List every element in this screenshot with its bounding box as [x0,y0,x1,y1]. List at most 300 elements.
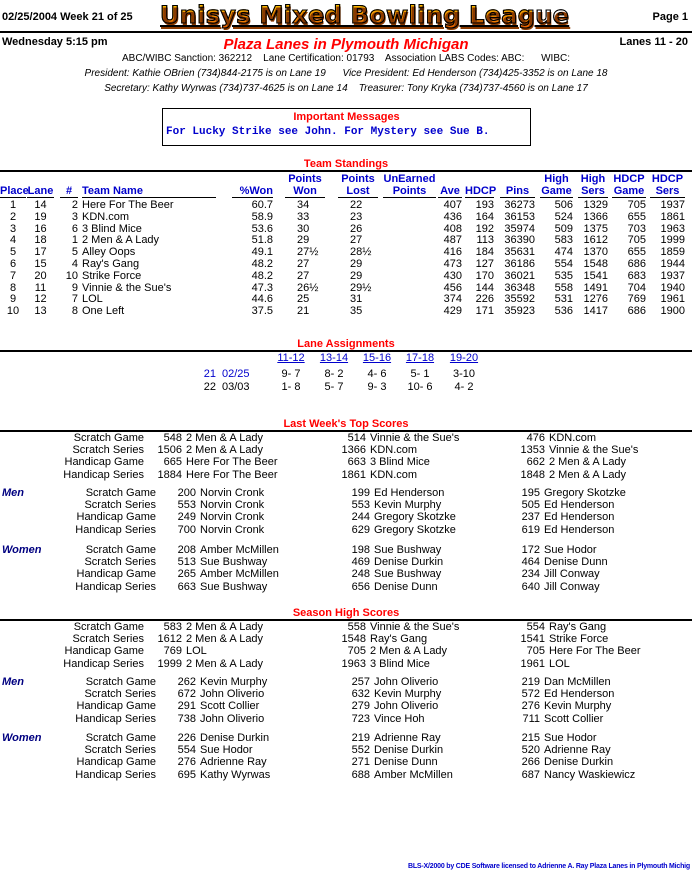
score-value: 711 [522,712,540,725]
col-underline-lane [27,197,54,198]
cell-pins: 35923 [504,305,535,318]
score-value: 219 [521,676,540,688]
cell-num: 1 [71,234,78,247]
season-high-title: Season High Scores [292,607,400,619]
cell-won: 25 [297,293,310,306]
cell-pct: 53.6 [251,222,273,235]
officers-line-1: President: Kathie OBrien (734)844-2175 is on Lane 19 Vice President: Ed Henderson (734)425-3352 is on Lane 18 [84,68,608,79]
cell-lost: 23 [350,210,363,223]
score-value: 248 [351,568,370,581]
cell-hdcp: 226 [475,293,494,306]
score-holder: Norvin Cronk [200,487,265,499]
match-pairing: 4- 2 [454,381,474,393]
score-holder: John Oliverio [200,688,265,701]
score-holder: Ray's Gang [370,633,428,646]
score-value: 583 [163,621,182,633]
score-holder: Sue Hodor [200,744,253,757]
score-value: 1999 [157,657,182,670]
cell-hdcp: 144 [475,281,494,294]
week-date: 03/03 [222,381,250,393]
score-category: Handicap Series [63,657,144,670]
score-category: Handicap Game [76,700,156,713]
cell-won: 26½ [297,281,319,294]
cell-ave: 408 [443,222,462,235]
score-category: Handicap Series [75,523,156,536]
score-holder: LOL [549,657,570,670]
week-number: 21 [203,368,216,380]
score-category: Scratch Game [73,432,144,444]
score-value: 513 [177,556,196,569]
score-value: 1848 [520,468,545,481]
score-value: 249 [177,511,196,524]
messages-text: For Lucky Strike see John. For Mystery see Sue B. [166,126,490,138]
col-header-place: Place [0,185,29,197]
score-holder: Amber McMillen [200,544,279,556]
gender-label: Women [2,732,42,744]
score-value: 665 [163,456,182,469]
col-header-hds-top: HDCP [651,173,684,185]
score-holder: Vince Hoh [374,712,425,725]
gender-label: Men [2,676,24,688]
score-value: 200 [177,487,196,499]
score-value: 738 [177,712,196,725]
cell-hg: 583 [554,234,573,247]
cell-won: 29 [297,234,310,247]
cell-hg: 531 [554,293,573,306]
score-value: 663 [347,456,366,469]
match-pairing: 4- 6 [367,368,387,380]
col-header-hg-top: High [544,173,569,185]
cell-pins: 36153 [504,210,535,223]
score-value: 276 [177,756,196,769]
score-value: 195 [521,487,540,499]
col-underline-hdcp [465,197,494,198]
cell-place: 8 [9,281,17,294]
cell-hs: 1366 [583,210,608,223]
cell-pct: 44.6 [251,293,273,306]
score-holder: Gregory Skotzke [374,523,456,536]
cell-hdcp: 127 [475,258,494,270]
cell-hg: 535 [554,269,573,282]
cell-ave: 416 [443,246,462,259]
cell-pins: 36390 [504,234,535,247]
cell-hdcp: 170 [475,269,494,282]
score-holder: Sue Hodor [544,544,597,556]
cell-hdg: 703 [627,222,646,235]
score-value: 1548 [341,633,366,646]
score-holder: Sue Bushway [374,544,442,556]
cell-hds: 1944 [660,258,685,270]
score-holder: KDN.com [370,468,418,481]
cell-team: Alley Oops [82,246,136,259]
cell-pct: 48.2 [251,269,273,282]
lane-assignments-title: Lane Assignments [297,338,395,350]
score-category: Handicap Game [76,568,156,581]
cell-ave: 429 [443,305,462,318]
cell-team: KDN.com [82,210,130,223]
score-category: Handicap Game [76,511,156,524]
cell-hs: 1491 [583,281,608,294]
cell-place: 9 [9,293,17,306]
cell-pins: 36273 [504,199,535,211]
score-value: 520 [521,744,540,757]
score-value: 1353 [520,444,545,457]
important-messages-box [162,108,531,146]
cell-lost: 29½ [350,281,372,294]
score-holder: 2 Men & A Lady [370,645,448,658]
cell-hds: 1937 [660,199,685,211]
messages-title: Important Messages [293,111,400,123]
last-week-title: Last Week's Top Scores [283,418,409,430]
score-value: 1541 [520,633,545,646]
score-value: 208 [177,544,196,556]
score-holder: Amber McMillen [200,568,279,581]
lane-pair-header: 11-12 [277,352,305,364]
cell-num: 4 [71,258,78,270]
score-value: 723 [351,712,370,725]
score-holder: Kevin Murphy [200,676,268,688]
cell-lane: 16 [34,222,47,235]
cell-hdg: 705 [627,199,646,211]
cell-place: 5 [9,246,17,259]
col-header-num: # [65,185,73,197]
page-number: Page 1 [652,11,688,23]
score-category: Scratch Game [73,621,144,633]
score-value: 632 [351,688,370,701]
cell-place: 7 [9,269,17,282]
score-value: 291 [177,700,196,713]
cell-num: 5 [71,246,78,259]
cell-hg: 524 [554,210,573,223]
score-holder: 3 Blind Mice [370,456,430,469]
cell-ave: 407 [443,199,462,211]
score-holder: Denise Dunn [374,756,438,769]
score-value: 1612 [157,633,182,646]
col-header-unearned-top: UnEarned [383,173,436,185]
col-header-pct: %Won [239,185,273,197]
col-underline-place [0,197,26,198]
col-header-hdg-top: HDCP [613,173,645,185]
cell-hs: 1612 [583,234,608,247]
score-holder: Vinnie & the Sue's [370,432,460,444]
col-underline-team [82,197,216,198]
col-underline-hg [540,197,573,198]
score-holder: Dan McMillen [544,676,611,688]
score-value: 234 [521,568,540,581]
col-underline-hs [578,197,608,198]
cell-team: Strike Force [82,269,142,282]
score-value: 554 [177,744,196,757]
score-category: Handicap Series [75,768,156,781]
score-category: Handicap Game [64,456,144,469]
col-header-hdcp: HDCP [465,185,497,197]
cell-team: Ray's Gang [82,258,140,270]
score-value: 700 [177,523,196,536]
score-holder: Jill Conway [544,568,600,581]
cell-num: 3 [71,210,78,223]
score-holder: Gregory Skotzke [544,487,626,499]
col-header-hdg: Game [613,185,645,197]
score-holder: Ed Henderson [544,688,615,701]
score-value: 1861 [341,468,366,481]
score-holder: Adrienne Ray [200,756,267,769]
score-holder: Adrienne Ray [544,744,611,757]
lanes-range: Lanes 11 - 20 [619,36,688,48]
col-header-unearned: Points [392,185,427,197]
cell-hg: 558 [554,281,573,294]
score-holder: Kevin Murphy [544,700,612,713]
score-category: Handicap Series [75,580,156,593]
cell-hds: 1900 [660,305,685,318]
header-divider [0,31,692,33]
score-category: Scratch Game [85,732,156,744]
cell-hs: 1375 [583,222,608,235]
score-holder: Nancy Waskiewicz [544,768,636,781]
day-time: Wednesday 5:15 pm [2,36,108,48]
col-header-won: Won [293,185,317,197]
cell-won: 33 [297,210,310,223]
score-value: 514 [347,432,366,444]
cell-pins: 35631 [504,246,535,259]
match-pairing: 5- 7 [324,381,344,393]
software-footer: BLS-X/2000 by CDE Software licensed to Adrienne A. Ray Plaza Lanes in Plymouth Michig [408,863,690,870]
score-holder: 2 Men & A Lady [186,657,264,670]
col-underline-unearned [383,197,436,198]
cell-lane: 11 [34,281,47,294]
score-value: 215 [521,732,540,744]
cell-place: 4 [9,234,17,247]
cell-hdg: 686 [627,258,646,270]
col-header-lane: Lane [27,185,54,197]
score-value: 769 [163,645,182,658]
cell-hdcp: 184 [475,246,494,259]
cell-hdg: 683 [627,269,646,282]
cell-hs: 1541 [583,269,608,282]
score-value: 1961 [520,657,545,670]
score-holder: Sue Bushway [374,568,442,581]
score-value: 1506 [157,444,182,457]
cell-place: 6 [9,258,17,270]
score-category: Handicap Series [75,712,156,725]
cell-ave: 487 [443,234,462,247]
cell-lane: 19 [34,210,47,223]
lane-pair-header: 17-18 [405,352,435,364]
cell-pins: 36186 [504,258,535,270]
officers-line-2: Secretary: Kathy Wyrwas (734)737-4625 is on Lane 14 Treasurer: Tony Kryka (734)737-4560 is on Lane 17 [104,83,588,94]
score-holder: Strike Force [549,633,609,646]
col-header-hg: Game [541,185,572,197]
cell-ave: 473 [443,258,462,270]
score-value: 1884 [157,468,182,481]
cell-hg: 509 [554,222,573,235]
cell-hdg: 655 [627,210,646,223]
cell-hds: 1861 [660,210,685,223]
score-category: Handicap Game [64,645,144,658]
cell-hg: 506 [554,199,573,211]
score-holder: 2 Men & A Lady [549,468,627,481]
col-underline-hdg [612,197,646,198]
cell-lane: 20 [34,269,47,282]
cell-ave: 436 [443,210,462,223]
cell-pins: 36021 [504,269,535,282]
cell-lost: 27 [350,234,363,247]
gender-label: Women [2,544,42,556]
match-pairing: 5- 1 [410,368,430,380]
score-holder: Here For The Beer [186,468,278,481]
cell-lane: 13 [34,305,47,318]
cell-hds: 1963 [660,222,685,235]
score-holder: Scott Collier [200,700,260,713]
match-pairing: 9- 3 [367,381,387,393]
cell-team: One Left [82,305,125,318]
score-value: 672 [177,688,196,701]
cell-pct: 60.7 [251,199,273,211]
score-holder: Denise Durkin [374,556,444,569]
cell-hdcp: 193 [475,199,494,211]
match-pairing: 1- 8 [281,381,301,393]
score-holder: Here For The Beer [186,456,278,469]
col-header-team: Team Name [82,185,143,197]
score-holder: Denise Durkin [374,744,444,757]
cell-pct: 49.1 [251,246,273,259]
score-category: Scratch Series [72,633,144,646]
cell-team: LOL [82,293,103,306]
score-value: 172 [521,544,540,556]
score-value: 1366 [341,444,366,457]
score-holder: Norvin Cronk [200,499,265,512]
league-title: Unisys Mixed Bowling League [160,1,570,29]
cell-hs: 1370 [583,246,608,259]
score-holder: 2 Men & A Lady [549,456,627,469]
score-value: 271 [351,756,370,769]
cell-team: Vinnie & the Sue's [82,281,172,294]
cell-lost: 35 [350,305,363,318]
cell-place: 3 [9,222,17,235]
score-value: 505 [521,499,540,512]
cell-num: 8 [71,305,78,318]
score-holder: Kathy Wyrwas [200,768,271,781]
score-category: Scratch Game [85,487,156,499]
cell-lane: 18 [34,234,47,247]
cell-hdcp: 164 [475,210,494,223]
score-category: Handicap Series [63,468,144,481]
cell-team: 2 Men & A Lady [82,234,160,247]
score-category: Scratch Series [72,444,144,457]
score-holder: 2 Men & A Lady [186,633,264,646]
score-value: 619 [521,523,540,536]
score-holder: 2 Men & A Lady [186,621,264,633]
gender-label: Men [2,487,24,499]
cell-hdg: 704 [627,281,646,294]
cell-hds: 1937 [660,269,685,282]
score-value: 257 [351,676,370,688]
score-value: 219 [351,732,370,744]
score-value: 553 [177,499,196,512]
sanction-info: ABC/WIBC Sanction: 362212 Lane Certification: 01793 Association LABS Codes: ABC: WIBC: [121,53,570,64]
cell-lost: 22 [350,199,363,211]
score-holder: John Oliverio [374,676,439,688]
cell-pins: 36348 [504,281,535,294]
score-holder: 2 Men & A Lady [186,432,264,444]
score-value: 469 [351,556,370,569]
cell-lost: 26 [350,222,363,235]
score-value: 279 [351,700,370,713]
cell-num: 9 [71,281,78,294]
score-holder: 3 Blind Mice [370,657,430,670]
score-holder: Norvin Cronk [200,511,265,524]
score-holder: Denise Durkin [544,756,614,769]
score-holder: Jill Conway [544,580,600,593]
lane-pair-header: 19-20 [449,352,479,364]
col-underline-pct [232,197,273,198]
cell-lane: 15 [34,258,47,270]
score-value: 695 [177,768,196,781]
score-value: 1963 [341,657,366,670]
match-pairing: 3-10 [452,368,476,380]
cell-num: 10 [65,269,78,282]
cell-hdcp: 171 [475,305,494,318]
score-holder: Sue Bushway [200,580,268,593]
score-holder: Ed Henderson [544,499,615,512]
cell-ave: 374 [443,293,462,306]
cell-num: 2 [71,199,78,211]
score-value: 558 [347,621,366,633]
score-holder: Kevin Murphy [374,688,442,701]
score-holder: Denise Dunn [374,580,438,593]
score-value: 262 [177,676,196,688]
col-underline-ave [438,197,462,198]
col-header-lost: Lost [346,185,370,197]
score-holder: Ed Henderson [544,523,615,536]
score-value: 629 [351,523,370,536]
cell-hdg: 769 [627,293,646,306]
cell-hds: 1961 [660,293,685,306]
cell-pct: 51.8 [251,234,273,247]
score-holder: Scott Collier [544,712,604,725]
col-header-lost-top: Points [341,173,375,185]
cell-won: 34 [297,199,310,211]
cell-pct: 37.5 [251,305,273,318]
cell-pins: 35592 [504,293,535,306]
score-value: 198 [351,544,370,556]
col-header-pins: Pins [505,185,530,197]
score-holder: Here For The Beer [549,645,641,658]
col-underline-hds [650,197,685,198]
cell-lane: 17 [34,246,47,259]
score-value: 226 [177,732,196,744]
col-underline-num [60,197,78,198]
score-holder: KDN.com [549,432,597,444]
col-header-won-top: Points [288,173,322,185]
score-holder: Vinnie & the Sue's [549,444,639,457]
week-date: 02/25 [222,368,250,380]
score-category: Scratch Series [84,499,156,512]
cell-place: 10 [6,305,20,318]
score-holder: Norvin Cronk [200,523,265,536]
score-holder: Sue Bushway [200,556,268,569]
cell-pct: 58.9 [251,210,273,223]
lane-pair-header: 15-16 [362,352,392,364]
cell-place: 2 [9,210,17,223]
cell-hdcp: 113 [476,234,494,247]
score-category: Scratch Game [85,676,156,688]
cell-won: 27½ [297,246,319,259]
score-holder: Ed Henderson [544,511,615,524]
score-holder: Adrienne Ray [374,732,441,744]
cell-hg: 554 [554,258,573,270]
cell-lost: 28½ [350,246,372,259]
cell-hdcp: 192 [475,222,494,235]
